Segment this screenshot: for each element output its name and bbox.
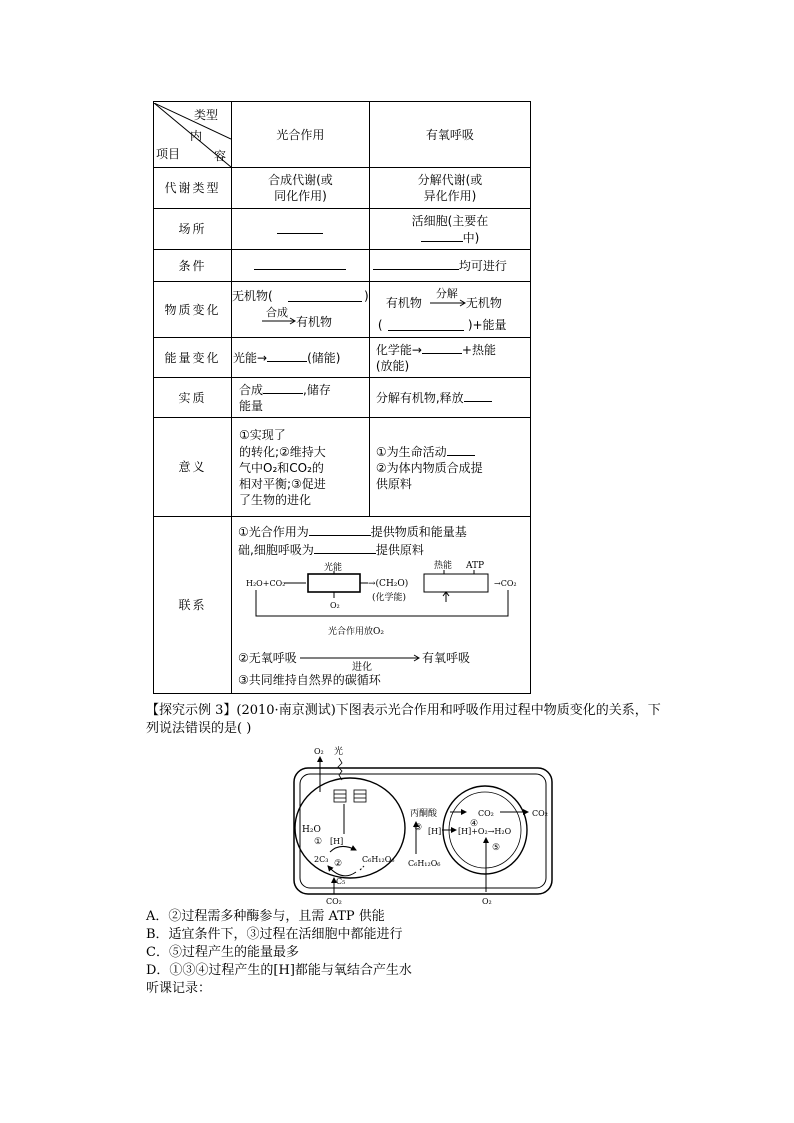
option-a[interactable]: A．②过程需多种酶参与，且需 ATP 供能	[146, 909, 385, 924]
arrow-icon: →	[257, 351, 268, 365]
svg-text:光能: 光能	[324, 562, 343, 573]
answer-blank[interactable]	[263, 381, 303, 394]
h-label-2: [H]	[428, 827, 442, 836]
svg-text:→CO₂: →CO₂	[494, 578, 517, 588]
svg-text:(化学能): (化学能)	[372, 592, 407, 603]
pyruvate-label: 丙酮酸	[410, 809, 438, 819]
o2-bottom-label: O₂	[482, 897, 492, 906]
condition-resp-cell: 均可进行	[369, 250, 530, 282]
chloroplast-box	[308, 574, 360, 592]
option-b[interactable]: B．适宜条件下，③过程在活细胞中都能进行	[146, 927, 403, 942]
diag-mid-label: 内	[190, 129, 203, 143]
answer-blank[interactable]	[254, 257, 346, 270]
co2-outside-label: CO₂	[532, 809, 548, 818]
energy-photo-cell: 光能→ (储能)	[232, 338, 370, 378]
metabolism-photo-cell: 合成代谢(或 同化作用)	[232, 168, 370, 209]
question-stem-line1: 【探究示例 3】(2010·南京测试)下图表示光合作用和呼吸作用过程中物质变化的关系，下	[146, 703, 661, 718]
row-label-matter: 物质变化	[154, 282, 232, 338]
answer-blank[interactable]	[447, 443, 475, 456]
answer-blank[interactable]	[421, 229, 463, 242]
answer-blank[interactable]	[277, 221, 323, 234]
process-5-label: ⑤	[492, 843, 501, 853]
row-label-meaning: 意义	[154, 418, 232, 517]
diag-item-label: 项目	[156, 147, 181, 161]
glucose-label-2: C₆H₁₂O₆	[408, 859, 441, 868]
comparison-table	[153, 101, 531, 694]
meaning-resp-cell: ①为生命活动 ②为体内物质合成提 供原料	[369, 418, 530, 517]
answer-blank[interactable]	[422, 341, 462, 354]
svg-text:O₂: O₂	[330, 600, 340, 610]
carbon-cycle-diagram	[232, 558, 532, 642]
question-stem-line2: 列说法错误的是( )	[146, 721, 252, 736]
answer-blank[interactable]	[288, 289, 362, 302]
answer-blank[interactable]	[373, 257, 459, 270]
answer-blank[interactable]	[314, 541, 376, 554]
svg-text:H₂O+CO₂: H₂O+CO₂	[246, 578, 286, 588]
energy-resp-cell: 化学能→ +热能 (放能)	[369, 338, 530, 378]
arrow-icon: →	[411, 343, 422, 357]
row-label-metabolism: 代谢类型	[154, 168, 232, 209]
site-resp-cell: 活细胞(主要在 中)	[369, 209, 530, 250]
diag-type-label: 类型	[194, 108, 219, 122]
co2-bottom-label: CO₂	[326, 897, 342, 906]
h2o-label: H₂O	[302, 825, 321, 835]
metabolism-resp-cell: 分解代谢(或 异化作用)	[369, 168, 530, 209]
answer-blank[interactable]	[388, 318, 464, 331]
diagonal-header-cell	[154, 102, 232, 168]
matter-resp-cell: 有机物 分解 无机物 ( )+能量	[369, 282, 530, 338]
c5-label: C₅	[336, 877, 346, 886]
row-label-essence: 实质	[154, 378, 232, 418]
process-1-label: ①	[314, 837, 323, 847]
reaction-label: [H]+O₂→H₂O	[458, 827, 512, 836]
svg-text:光合作用放O₂: 光合作用放O₂	[328, 626, 384, 637]
svg-text:ATP: ATP	[466, 560, 485, 571]
answer-blank[interactable]	[464, 389, 492, 402]
header-aerobic-respiration: 有氧呼吸	[369, 102, 530, 168]
essence-resp-cell: 分解有机物,释放	[369, 378, 530, 418]
decomposition-arrow-icon	[430, 299, 468, 307]
condition-photo-cell	[232, 250, 370, 282]
answer-blank[interactable]	[309, 523, 371, 536]
co2-inside-label: CO₂	[478, 809, 494, 818]
process-3-label: ③	[414, 823, 423, 833]
row-label-condition: 条件	[154, 250, 232, 282]
diag-content-label: 容	[214, 149, 227, 163]
synthesis-arrow-icon	[262, 317, 298, 325]
light-label: 光	[334, 747, 344, 757]
essence-photo-cell: 合成 ,储存 能量	[232, 378, 370, 418]
o2-top-label: O₂	[314, 747, 324, 756]
process-2-label: ②	[334, 859, 343, 869]
h-label-1: [H]	[330, 837, 344, 846]
notes-label: 听课记录：	[146, 981, 212, 996]
svg-text:→(CH₂O): →(CH₂O)	[368, 578, 409, 589]
matter-photo-cell: 无机物( ) 合成 有机物	[232, 282, 370, 338]
meaning-photo-cell: ①实现了 的转化;②维持大 气中O₂和CO₂的 相对平衡;③促进 了生物的进化	[232, 418, 370, 517]
relation-cell: ①光合作用为 提供物质和能量基 础,细胞呼吸为 提供原料 H₂O+CO₂ 光能 O₂ →(CH₂O) (化学能) 热能 ATP →CO₂ 光合作用放O₂ ②无氧呼吸 进化 有氧呼吸 ③共同维持自然界的碳循环	[232, 517, 531, 694]
c3-label: 2C₃	[314, 855, 329, 864]
row-label-relation: 联系	[154, 517, 232, 694]
option-d[interactable]: D．①③④过程产生的[H]都能与氧结合产生水	[146, 963, 412, 978]
header-photosynthesis: 光合作用	[232, 102, 370, 168]
row-label-energy: 能量变化	[154, 338, 232, 378]
glucose-label-1: C₆H₁₂O₆	[362, 855, 395, 864]
site-photo-cell	[232, 209, 370, 250]
answer-blank[interactable]	[267, 349, 307, 362]
row-label-site: 场所	[154, 209, 232, 250]
process-4-label: ④	[470, 819, 479, 829]
cell-process-figure	[290, 742, 560, 908]
option-c[interactable]: C．⑤过程产生的能量最多	[146, 945, 299, 960]
svg-text:热能: 热能	[434, 560, 453, 571]
